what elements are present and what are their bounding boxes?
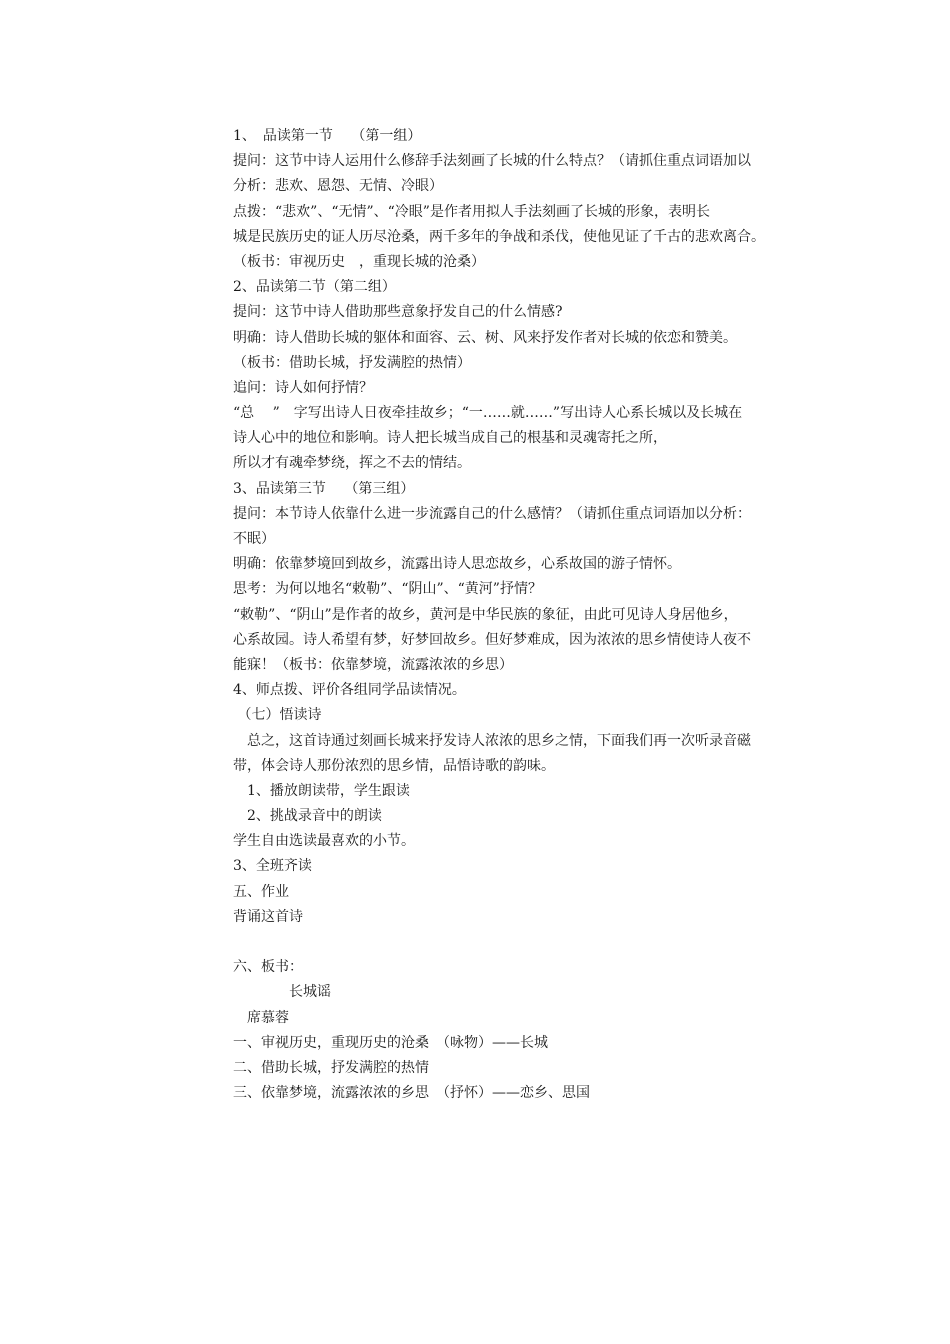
text-line: 不眠） xyxy=(233,531,275,547)
heading-section-3: 3、品读第三节 （第三组） xyxy=(233,480,415,497)
list-item: 3、全班齐读 xyxy=(233,858,312,875)
text-line: 背诵这首诗 xyxy=(233,908,303,925)
heading-section-1: 1、 品读第一节 （第一组） xyxy=(233,128,422,144)
question-line: 提问：这节中诗人运用什么修辞手法刻画了长城的什么特点？（请抓住重点词语加以 xyxy=(233,153,751,170)
document-body xyxy=(233,124,833,1106)
board-item: 一、审视历史，重现历史的沧桑 （咏物）——长城 xyxy=(233,1034,548,1051)
text-line: 城是民族历史的证人历尽沧桑，两千多年的争战和杀伐，使他见证了千古的悲欢离合。 xyxy=(233,228,765,245)
board-item: 二、借助长城，抒发满腔的热情 xyxy=(233,1059,429,1076)
text-line: 明确：依靠梦境回到故乡，流露出诗人思恋故乡，心系故国的游子情怀。 xyxy=(233,556,681,573)
heading-section-4: 4、师点拨、评价各组同学品读情况。 xyxy=(233,682,466,699)
list-item: 2、挑战录音中的朗读 xyxy=(233,808,382,825)
heading-board: 六、板书： xyxy=(233,959,303,976)
text-line: 明确：诗人借助长城的躯体和面容、云、树、风来抒发作者对长城的依恋和赞美。 xyxy=(233,329,737,346)
text-line: 学生自由选读最喜欢的小节。 xyxy=(233,833,415,850)
text-line: 带，体会诗人那份浓烈的思乡情，品悟诗歌的韵味。 xyxy=(233,757,555,774)
text-line: “敕勒”、“阴山”是作者的故乡，黄河是中华民族的象征，由此可见诗人身居他乡， xyxy=(233,606,738,623)
board-note: （板书：审视历史 ，重现长城的沧桑） xyxy=(233,253,485,270)
text-line: 心系故园。诗人希望有梦，好梦回故乡。但好梦难成，因为浓浓的思乡情使诗人夜不 xyxy=(233,631,751,648)
board-note: 能寐！（板书：依靠梦境，流露浓浓的乡思） xyxy=(233,656,513,673)
question-line: 追问：诗人如何抒情？ xyxy=(233,379,373,396)
board-item: 三、依靠梦境，流露浓浓的乡思 （抒怀）——恋乡、思国 xyxy=(233,1085,590,1102)
text-line: 所以才有魂牵梦绕，挥之不去的情结。 xyxy=(233,455,471,472)
heading-part-7: （七）悟读诗 xyxy=(233,707,322,724)
heading-section-2: 2、品读第二节（第二组） xyxy=(233,279,396,296)
board-note: （板书：借助长城，抒发满腔的热情） xyxy=(233,354,471,371)
board-author: 席慕蓉 xyxy=(233,1009,289,1026)
question-line: 提问：本节诗人依靠什么进一步流露自己的什么感情？（请抓住重点词语加以分析： xyxy=(233,505,751,522)
text-line: 总之，这首诗通过刻画长城来抒发诗人浓浓的思乡之情，下面我们再一次听录音磁 xyxy=(233,732,751,749)
heading-homework: 五、作业 xyxy=(233,883,289,900)
question-line: 提问：这节中诗人借助那些意象抒发自己的什么情感? xyxy=(233,304,563,321)
question-line: 思考：为何以地名“敕勒”、“阴山”、“黄河”抒情？ xyxy=(233,581,542,598)
text-line: 诗人心中的地位和影响。诗人把长城当成自己的根基和灵魂寄托之所， xyxy=(233,430,667,447)
text-line: 点拨：“悲欢”、“无情”、“冷眼”是作者用拟人手法刻画了长城的形象，表明长 xyxy=(233,203,710,220)
list-item: 1、播放朗读带，学生跟读 xyxy=(233,782,410,799)
text-line: “总 ” 字写出诗人日夜牵挂故乡；“一……就……”写出诗人心系长城以及长城在 xyxy=(233,405,743,422)
text-line: 分析：悲欢、恩怨、无情、冷眼） xyxy=(233,178,443,195)
board-title: 长城谣 xyxy=(233,984,331,1001)
blank-line xyxy=(233,930,833,955)
